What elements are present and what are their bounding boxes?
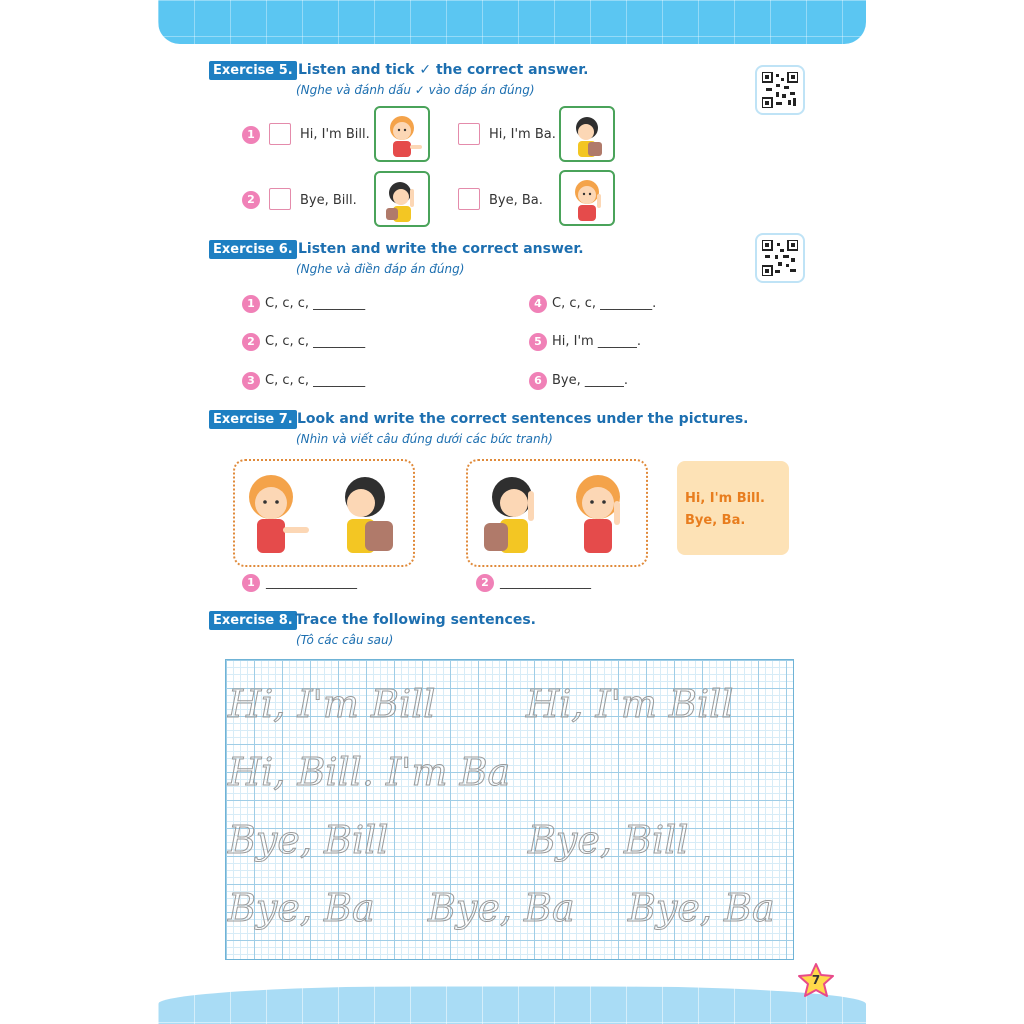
boy-ba-icon xyxy=(374,171,430,227)
exercise-5-subtitle: (Nghe và đánh dấu ✓ vào đáp án đúng) xyxy=(296,83,535,97)
trace-sentence: Bye, Ba xyxy=(428,886,575,930)
item-number: 1 xyxy=(242,295,260,313)
fill-blank-line[interactable]: C, c, c, ________ xyxy=(265,373,366,388)
answer-checkbox[interactable] xyxy=(458,123,480,145)
trace-sentence: Hi, Bill. I'm Ba xyxy=(228,750,511,794)
answer-options-box xyxy=(677,461,789,555)
exercise-7-tag: Exercise 7. xyxy=(209,410,297,429)
trace-sentence: Bye, Ba xyxy=(228,886,375,930)
exercise-5-tag: Exercise 5. xyxy=(209,61,297,80)
page-number: 7 xyxy=(811,973,821,987)
exercise-8-title: Trace the following sentences. xyxy=(295,612,536,628)
trace-sentence: Hi, I'm Bill xyxy=(526,682,734,726)
option-label: Hi, I'm Ba. xyxy=(489,127,556,142)
top-decorative-band xyxy=(158,0,866,44)
answer-write-line[interactable]: ______________ xyxy=(266,575,357,590)
exercise-8-subtitle: (Tô các câu sau) xyxy=(296,633,394,647)
exercise-6-tag: Exercise 6. xyxy=(209,240,297,259)
answer-checkbox[interactable] xyxy=(458,188,480,210)
bottom-decorative-band xyxy=(158,986,866,1024)
fill-blank-line[interactable]: C, c, c, ________. xyxy=(552,296,657,311)
item-number: 6 xyxy=(529,372,547,390)
picture-frame xyxy=(233,459,415,567)
qr-code-icon[interactable] xyxy=(755,65,805,115)
item-number: 2 xyxy=(242,191,260,209)
option-label: Bye, Ba. xyxy=(489,193,543,208)
answer-checkbox[interactable] xyxy=(269,123,291,145)
fill-blank-line[interactable]: C, c, c, ________ xyxy=(265,334,366,349)
option-label: Bye, Bill. xyxy=(300,193,357,208)
item-number: 3 xyxy=(242,372,260,390)
fill-blank-line[interactable]: Hi, I'm ______. xyxy=(552,334,641,349)
answer-option: Hi, I'm Bill. xyxy=(685,491,765,506)
trace-sentence: Bye, Bill xyxy=(228,818,389,862)
item-number: 4 xyxy=(529,295,547,313)
item-number: 5 xyxy=(529,333,547,351)
handwriting-grid[interactable] xyxy=(225,659,794,960)
fill-blank-line[interactable]: C, c, c, ________ xyxy=(265,296,366,311)
trace-sentence: Hi, I'm Bill xyxy=(228,682,436,726)
qr-code-icon[interactable] xyxy=(755,233,805,283)
item-number: 2 xyxy=(242,333,260,351)
exercise-6-subtitle: (Nghe và điền đáp án đúng) xyxy=(296,262,465,276)
trace-sentence: Bye, Ba xyxy=(628,886,775,930)
answer-write-line[interactable]: ______________ xyxy=(500,575,591,590)
star-icon xyxy=(797,962,835,1000)
option-label: Hi, I'm Bill. xyxy=(300,127,370,142)
exercise-6-title: Listen and write the correct answer. xyxy=(298,241,584,257)
answer-option: Bye, Ba. xyxy=(685,513,746,528)
trace-sentence: Bye, Bill xyxy=(528,818,689,862)
picture-frame xyxy=(466,459,648,567)
item-number: 2 xyxy=(476,574,494,592)
exercise-8-tag: Exercise 8. xyxy=(209,611,297,630)
fill-blank-line[interactable]: Bye, ______. xyxy=(552,373,629,388)
boy-bill-icon xyxy=(374,106,430,162)
item-number: 1 xyxy=(242,126,260,144)
boy-bill-icon xyxy=(559,170,615,226)
exercise-5-title: Listen and tick ✓ the correct answer. xyxy=(298,62,589,78)
exercise-7-subtitle: (Nhìn và viết câu đúng dưới các bức tranh) xyxy=(296,432,553,446)
answer-checkbox[interactable] xyxy=(269,188,291,210)
boy-ba-icon xyxy=(559,106,615,162)
exercise-7-title: Look and write the correct sentences under the pictures. xyxy=(297,411,749,427)
item-number: 1 xyxy=(242,574,260,592)
